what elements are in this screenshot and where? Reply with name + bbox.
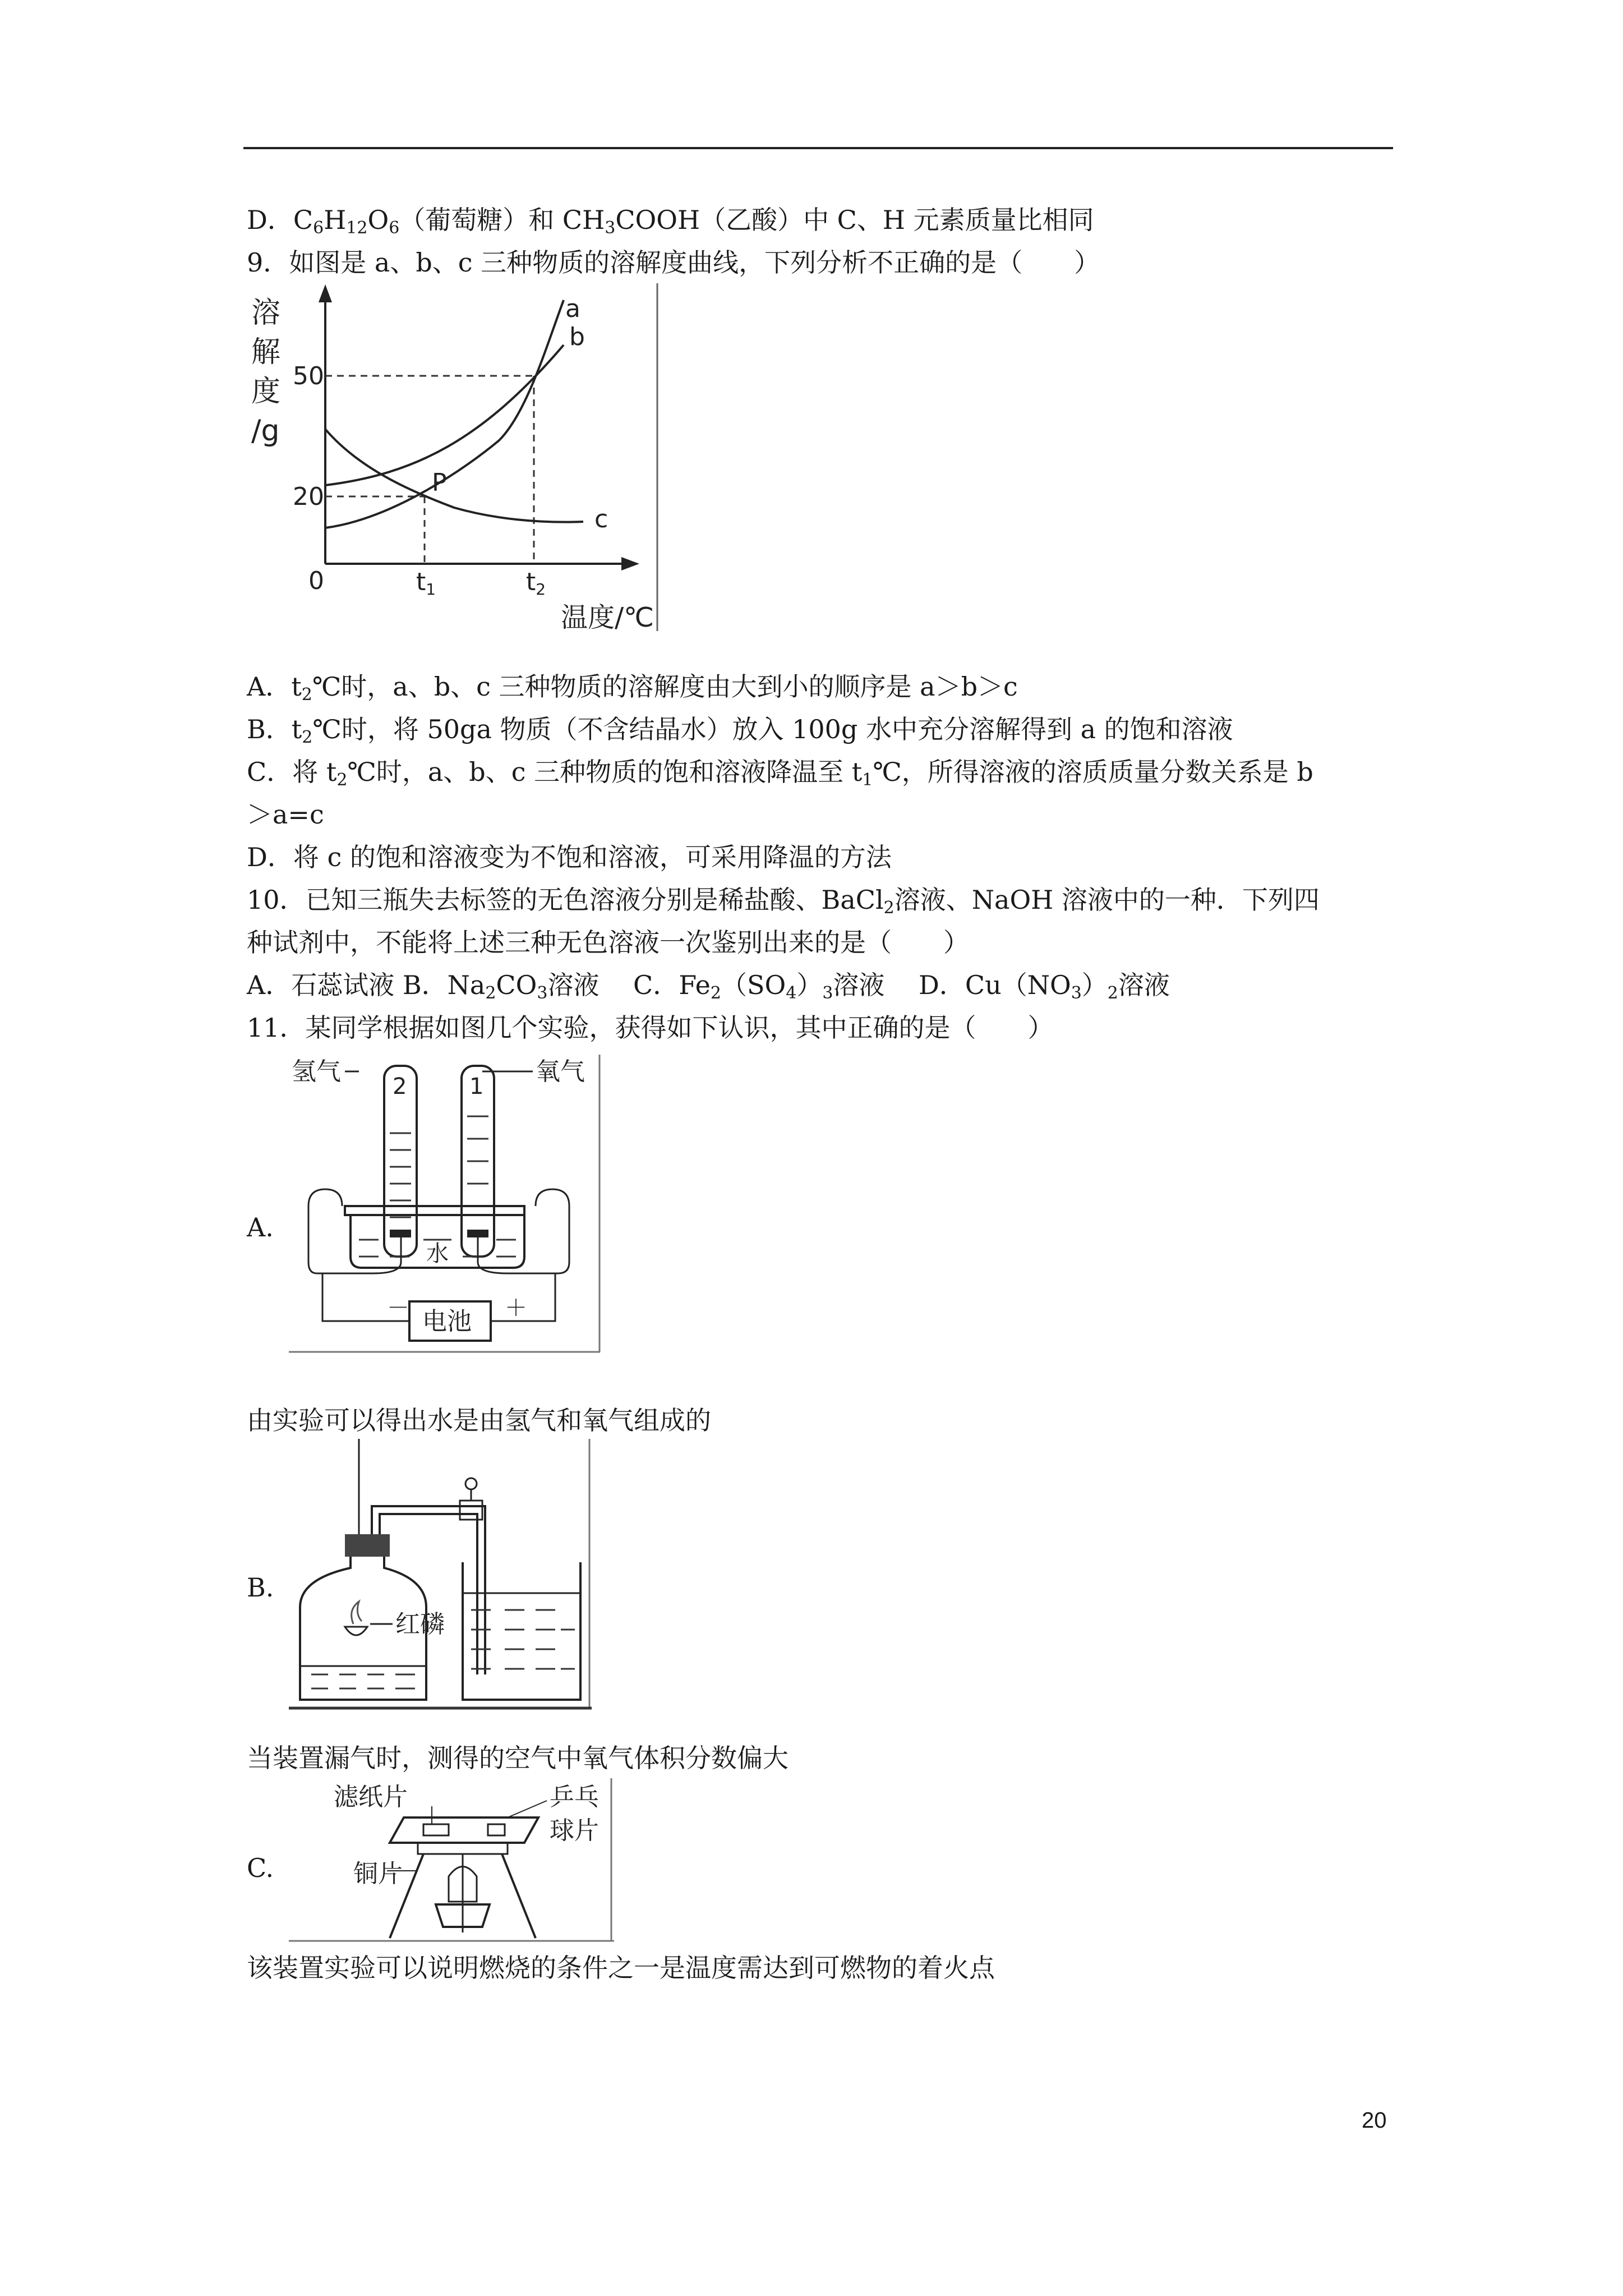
x-axis-label: 温度/℃ — [561, 602, 654, 631]
solubility-chart — [247, 283, 662, 631]
q11-a-text: 由实验可以得出水是由氢气和氧气组成的 — [247, 1405, 711, 1435]
combustion-spoon — [345, 1627, 367, 1635]
minus-label: － — [387, 1295, 409, 1321]
y-label-char-4: /g — [251, 414, 280, 448]
q9-stem: 9．如图是 a、b、c 三种物质的溶解度曲线，下列分析不正确的是（ ） — [247, 247, 1100, 278]
origin-label: 0 — [308, 567, 324, 595]
q8-option-d: D．$C_6H_{12}O_6$（葡萄糖）和 $CH_3COOH$（乙酸）中 C、H 元素质量比相同 — [247, 205, 1094, 238]
pingpong-label-2: 球片 — [550, 1816, 599, 1845]
y-label-char-1: 溶 — [251, 296, 281, 330]
q11-c-label: C. — [247, 1853, 274, 1883]
q10-stem-line1: 10．已知三瓶失去标签的无色溶液分别是稀盐酸、BaCl$_2$溶液、NaOH 溶液中的一种．下列四 — [247, 885, 1320, 918]
curve-b — [325, 345, 564, 485]
battery-label: 电池 — [422, 1307, 472, 1336]
q9-option-a: A．$t_2℃$时，a、b、c 三种物质的溶解度由大到小的顺序是 a＞b＞c — [247, 671, 1018, 705]
header-rule — [243, 147, 1393, 149]
q11-c-text: 该装置实验可以说明燃烧的条件之一是温度需达到可燃物的着火点 — [247, 1953, 995, 1983]
x-tick-t1: t1 — [416, 568, 436, 599]
page-number: 20 — [1362, 2108, 1387, 2133]
red-phosphorus-label: 红磷 — [395, 1610, 445, 1639]
copper-sheet-figure — [289, 1778, 614, 1947]
q11-a-label: A. — [247, 1212, 274, 1243]
oxygen-label: 氧气 — [536, 1057, 585, 1086]
y-axis-arrow — [319, 284, 332, 302]
q11-b-text: 当装置漏气时，测得的空气中氧气体积分数偏大 — [247, 1743, 789, 1773]
hydrogen-label: 氢气 — [292, 1057, 341, 1086]
q9-option-c-cont: ＞a=c — [247, 799, 324, 830]
q9-option-c: C．将 $t_2℃$时，a、b、c 三种物质的饱和溶液降温至 $t_1℃$，所得溶液的溶质质量分数关系是 b — [247, 757, 1313, 790]
filter-paper-label: 滤纸片 — [334, 1783, 408, 1811]
tube-1-label: 1 — [469, 1074, 484, 1099]
copper-sheet — [390, 1818, 538, 1843]
phosphorus-figure — [289, 1439, 592, 1719]
x-axis-arrow — [621, 557, 639, 570]
water-label: 水 — [426, 1241, 449, 1267]
electrolysis-figure — [289, 1055, 603, 1358]
q11-stem: 11．某同学根据如图几个实验，获得如下认识，其中正确的是（ ） — [247, 1013, 1054, 1043]
q11-b-label: B. — [247, 1572, 274, 1603]
y-label-char-3: 度 — [251, 375, 281, 408]
y-label-char-2: 解 — [251, 335, 281, 369]
x-tick-t2: t2 — [526, 568, 546, 599]
q9-option-d: D．将 c 的饱和溶液变为不饱和溶液，可采用降温的方法 — [247, 842, 892, 872]
q10-options: A．石蕊试液 B．$Na_2CO_3$溶液 C．$Fe_2(SO_4)_3$溶液 D．$Cu(NO_3)_2$溶液 — [247, 970, 1170, 1003]
clamp — [460, 1501, 482, 1520]
curve-c-label: c — [594, 505, 608, 533]
q9-option-b: B．$t_2℃$时，将 50ga 物质（不含结晶水）放入 100g 水中充分溶解得到 a 的饱和溶液 — [247, 714, 1233, 747]
y-tick-20: 20 — [293, 482, 324, 511]
beaker — [463, 1562, 580, 1700]
pingpong-label-1: 乒乓 — [550, 1783, 599, 1811]
curve-b-label: b — [569, 323, 585, 351]
y-tick-50: 50 — [293, 362, 324, 390]
plus-label: ＋ — [505, 1295, 527, 1321]
tube-2-label: 2 — [393, 1074, 407, 1099]
copper-sheet-label: 铜片 — [353, 1860, 403, 1888]
point-p-label: P — [432, 468, 447, 497]
q10-stem-line2: 种试剂中，不能将上述三种无色溶液一次鉴别出来的是（ ） — [247, 927, 969, 958]
curve-a-label: a — [565, 295, 580, 323]
